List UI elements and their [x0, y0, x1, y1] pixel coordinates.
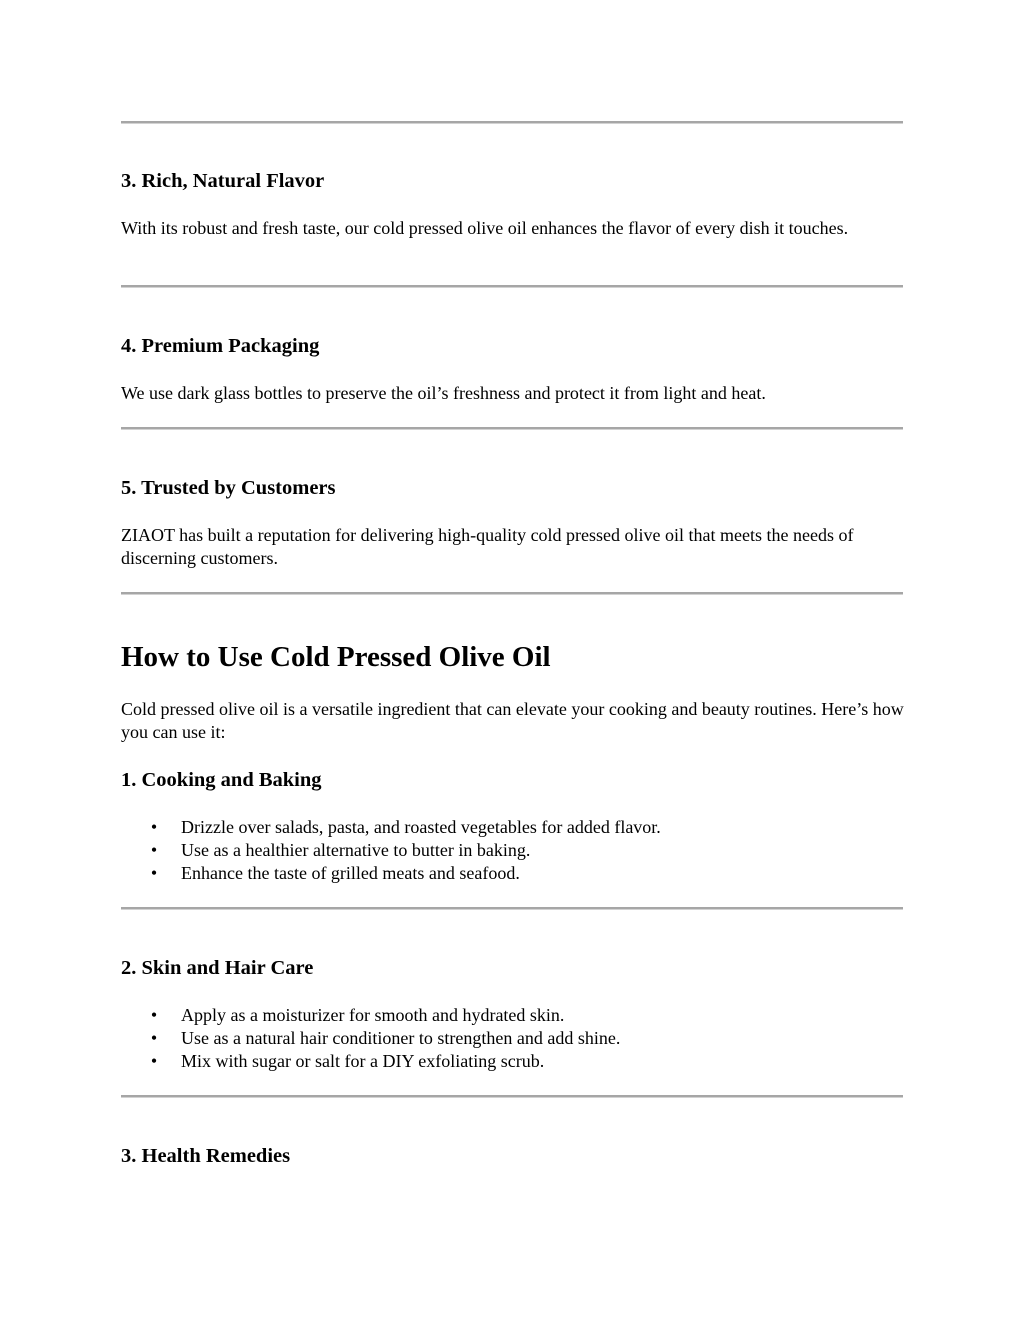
list-item-text: Apply as a moisturizer for smooth and hydrated skin.	[181, 1005, 565, 1025]
subsection-heading: 3. Health Remedies	[121, 1145, 291, 1167]
section-body: With its robust and fresh taste, our cold pressed olive oil enhances the flavor of every dish it touches.	[121, 218, 849, 238]
usage-list	[121, 1004, 620, 1073]
section-body: ZIAOT has built a reputation for delivering high-quality cold pressed olive oil that meets the needs of discerning customers.	[121, 525, 854, 568]
section-body: We use dark glass bottles to preserve the oil’s freshness and protect it from light and heat.	[121, 383, 766, 403]
horizontal-rule	[121, 907, 903, 910]
section-heading: 5. Trusted by Customers	[121, 477, 336, 499]
list-item	[121, 839, 661, 862]
bullet-icon: •	[150, 817, 158, 837]
bullet-icon: •	[150, 1051, 158, 1071]
section-heading: 4. Premium Packaging	[121, 335, 320, 357]
bullet-icon: •	[150, 1005, 158, 1025]
list-item-text: Use as a healthier alternative to butter in baking.	[181, 840, 531, 860]
subsection-heading: 1. Cooking and Baking	[121, 769, 322, 791]
usage-list	[121, 816, 661, 885]
list-item-text: Drizzle over salads, pasta, and roasted vegetables for added flavor.	[181, 817, 661, 837]
list-item	[121, 816, 661, 839]
section-heading: 3. Rich, Natural Flavor	[121, 170, 325, 192]
horizontal-rule	[121, 1095, 903, 1098]
bullet-icon: •	[150, 1028, 158, 1048]
list-item	[121, 1050, 620, 1073]
intro-paragraph: Cold pressed olive oil is a versatile ingredient that can elevate your cooking and beauty routines. Here’s how you can use it:	[121, 699, 904, 742]
list-item	[121, 1027, 620, 1050]
list-item	[121, 1004, 620, 1027]
bullet-icon: •	[150, 863, 158, 883]
list-item-text: Enhance the taste of grilled meats and seafood.	[181, 863, 520, 883]
horizontal-rule	[121, 592, 903, 595]
subsection-heading: 2. Skin and Hair Care	[121, 957, 314, 979]
horizontal-rule	[121, 427, 903, 430]
page-section-title: How to Use Cold Pressed Olive Oil	[121, 641, 551, 673]
horizontal-rule	[121, 285, 903, 288]
list-item-text: Mix with sugar or salt for a DIY exfoliating scrub.	[181, 1051, 545, 1071]
list-item-text: Use as a natural hair conditioner to strengthen and add shine.	[181, 1028, 621, 1048]
bullet-icon: •	[150, 840, 158, 860]
horizontal-rule	[121, 121, 903, 124]
list-item	[121, 862, 661, 885]
